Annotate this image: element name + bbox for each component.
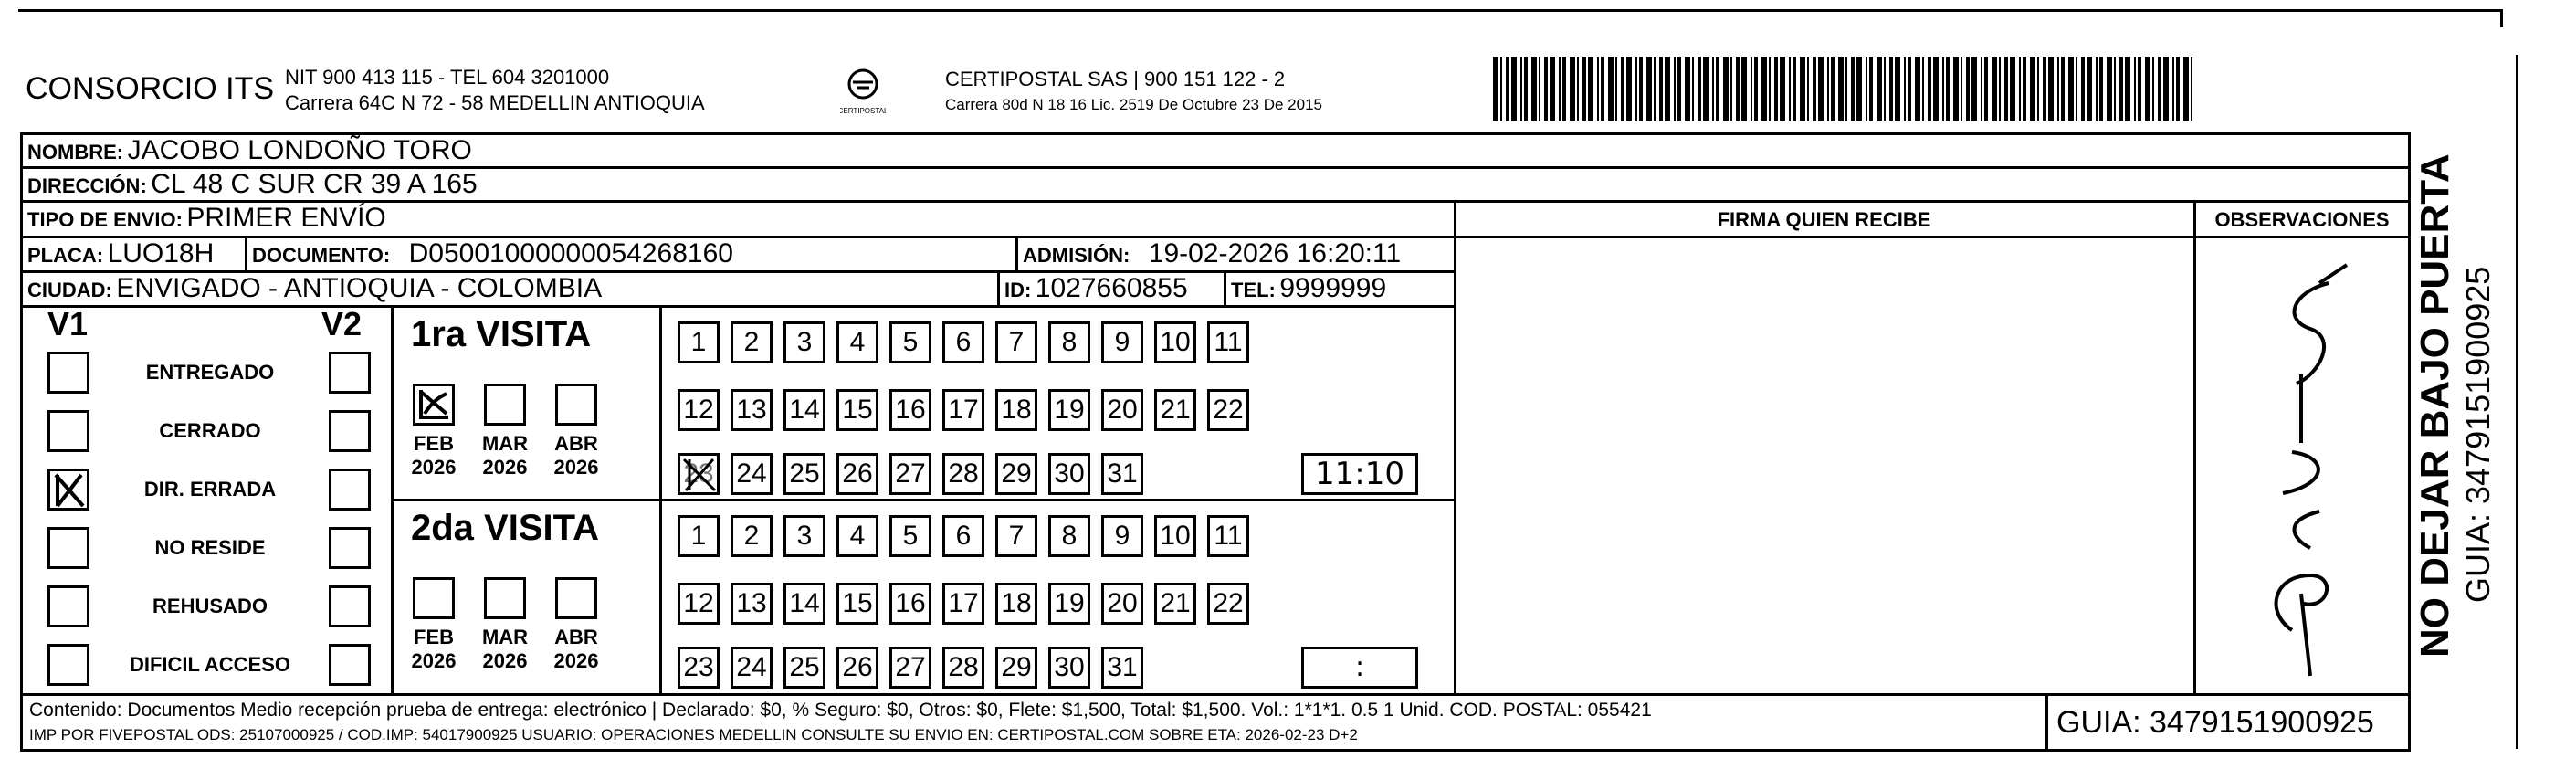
day-cell[interactable]: 15: [836, 583, 878, 625]
year-label: 2026: [411, 649, 457, 672]
day-cell[interactable]: 1: [678, 515, 720, 557]
cell-divider: [1224, 270, 1226, 305]
day-cell[interactable]: 5: [889, 515, 931, 557]
v2-checkbox[interactable]: [329, 410, 371, 452]
barcode-bar: [1895, 57, 1900, 121]
visits-row-divider: [391, 499, 1456, 501]
right-edge: [2516, 55, 2518, 749]
admision-field: [1023, 238, 1401, 274]
ciudad-label: CIUDAD:: [27, 279, 112, 301]
footer-guia: GUIA: 3479151900925: [2056, 705, 2374, 740]
day-cell[interactable]: 4: [836, 321, 878, 363]
month-label: MAR: [481, 432, 529, 455]
day-cell[interactable]: 25: [783, 647, 825, 689]
barcode-bar: [1570, 57, 1575, 121]
carrier-line2: Carrera 80d N 18 16 Lic. 2519 De Octubre 23 De 2015: [945, 96, 1322, 113]
day-cell[interactable]: 19: [1048, 389, 1090, 431]
barcode-bar: [1999, 57, 2001, 121]
barcode-bar: [1769, 57, 1771, 121]
barcode-bar: [2004, 57, 2008, 121]
id-value: 1027660855: [1035, 273, 1188, 303]
certipostal-logo-icon: [840, 66, 886, 121]
barcode-bar: [1674, 57, 1676, 121]
barcode-bar: [1981, 57, 1982, 121]
status-label: CERRADO: [159, 419, 261, 442]
barcode-bar: [1813, 57, 1816, 121]
documento-field: [252, 238, 733, 274]
barcode-bar: [1621, 57, 1624, 121]
barcode-bar: [1908, 57, 1911, 121]
day-cell[interactable]: 17: [942, 389, 984, 431]
barcode-bar: [1544, 57, 1548, 121]
v1-checkbox[interactable]: [47, 527, 89, 569]
day-cell[interactable]: 14: [783, 389, 825, 431]
barcode-bar: [1582, 57, 1586, 121]
nombre-value: JACOBO LONDOÑO TORO: [127, 135, 472, 165]
barcode-bar: [1511, 57, 1517, 121]
barcode-bar: [1761, 57, 1767, 121]
barcode-bar: [1793, 57, 1796, 121]
barcode-bar: [1577, 57, 1579, 121]
status-label: NO RESIDE: [154, 536, 266, 559]
barcode-bar: [1712, 57, 1714, 121]
barcode-bar: [1751, 57, 1752, 121]
barcode-bar: [1946, 57, 1950, 121]
day-cell[interactable]: 8: [1048, 515, 1090, 557]
barcode-bar: [1818, 57, 1824, 121]
day-cell[interactable]: 11: [1207, 321, 1249, 363]
barcode-bar: [2158, 57, 2161, 121]
day-cell[interactable]: 9: [1101, 321, 1143, 363]
tel-field: [1231, 273, 1386, 309]
v1-checkbox[interactable]: [47, 644, 89, 686]
v2-checkbox[interactable]: [329, 644, 371, 686]
day-cell[interactable]: 5: [889, 321, 931, 363]
month-label: ABR: [554, 432, 598, 455]
day-cell[interactable]: 9: [1101, 515, 1143, 557]
barcode-bar: [2145, 57, 2150, 121]
day-cell[interactable]: 30: [1048, 647, 1090, 689]
barcode-bar: [1730, 57, 1732, 121]
day-cell[interactable]: 26: [836, 647, 878, 689]
top-edge: [18, 9, 2502, 12]
barcode-bar: [1800, 57, 1805, 121]
month-label: MAR: [481, 626, 529, 648]
barcode-bar: [1639, 57, 1643, 121]
footer-bottom: [20, 749, 2411, 752]
barcode-bar: [2134, 57, 2136, 121]
barcode-bar: [1754, 57, 1758, 121]
barcode-bar: [1942, 57, 1944, 121]
barcode-bar: [2176, 57, 2180, 121]
barcode-bar: [2081, 57, 2085, 121]
v1-checkbox[interactable]: [47, 352, 89, 394]
day-cell[interactable]: 25: [783, 453, 825, 495]
barcode-bar: [1851, 57, 1855, 121]
day-cell[interactable]: 2: [731, 321, 773, 363]
cell-divider: [997, 270, 1000, 305]
barcode-bar: [1597, 57, 1599, 121]
barcode-bar: [1635, 57, 1637, 121]
day-cell[interactable]: 18: [995, 583, 1037, 625]
day-cell[interactable]: 22: [1207, 583, 1249, 625]
day-cell[interactable]: 19: [1048, 583, 1090, 625]
time-field[interactable]: 11:10: [1301, 453, 1418, 495]
day-cell[interactable]: 16: [889, 583, 931, 625]
day-cell[interactable]: 27: [889, 453, 931, 495]
day-cell[interactable]: 3: [783, 515, 825, 557]
month-checkbox[interactable]: [484, 577, 526, 619]
v2-checkbox[interactable]: [329, 585, 371, 627]
barcode-bar: [2163, 57, 2169, 121]
tel-value: 9999999: [1279, 273, 1387, 303]
day-cell[interactable]: 29: [995, 453, 1037, 495]
barcode-bar: [1953, 57, 1959, 121]
barcode-bar: [1685, 57, 1690, 121]
barcode-bar: [2030, 57, 2035, 121]
barcode-bar: [2183, 57, 2189, 121]
barcode-bar: [1539, 57, 1540, 121]
barcode-bar: [2114, 57, 2116, 121]
barcode-bar: [1904, 57, 1906, 121]
year-label: 2026: [553, 649, 599, 672]
day-cell[interactable]: 30: [1048, 453, 1090, 495]
barcode-bar: [1736, 57, 1740, 121]
day-cell[interactable]: 7: [995, 515, 1037, 557]
barcode-bar: [1827, 57, 1829, 121]
barcode-bar: [1506, 57, 1509, 121]
day-cell[interactable]: 2: [731, 515, 773, 557]
tel-label: TEL:: [1231, 279, 1276, 301]
barcode-bar: [1928, 57, 1931, 121]
documento-label: DOCUMENTO:: [252, 244, 391, 267]
day-cell[interactable]: 29: [995, 647, 1037, 689]
barcode-bar: [2125, 57, 2130, 121]
barcode-bar: [1520, 57, 1522, 121]
grid-left: [20, 132, 23, 694]
month-checkbox[interactable]: [484, 384, 526, 426]
barcode-bar: [1966, 57, 1970, 121]
day-cell[interactable]: 28: [942, 647, 984, 689]
barcode-bar: [1531, 57, 1537, 121]
day-cell[interactable]: 15: [836, 389, 878, 431]
company-name: CONSORCIO ITS: [26, 71, 275, 106]
footer-top: [20, 693, 2411, 696]
month-checkbox[interactable]: [413, 577, 455, 619]
barcode-bar: [1608, 57, 1614, 121]
day-cell[interactable]: 31: [1101, 453, 1143, 495]
barcode-bar: [2138, 57, 2141, 121]
status-label: DIFICIL ACCESO: [129, 653, 290, 676]
row-divider: [20, 305, 1456, 308]
barcode-bar: [1807, 57, 1809, 121]
barcode-bar: [1961, 57, 1962, 121]
barcode-bar: [2068, 57, 2074, 121]
day-cell[interactable]: 18: [995, 389, 1037, 431]
barcode-bar: [1831, 57, 1835, 121]
barcode-bar: [2010, 57, 2015, 121]
observ-left-border: [2193, 200, 2196, 693]
admision-label: ADMISIÓN:: [1023, 244, 1130, 267]
year-label: 2026: [482, 456, 528, 479]
barcode-bar: [1615, 57, 1617, 121]
visit1-title: 1ra VISITA: [411, 314, 592, 354]
barcode-bar: [1493, 57, 1498, 121]
ciudad-field: [27, 273, 602, 309]
barcode-bar: [1716, 57, 1719, 121]
barcode-bar: [2037, 57, 2039, 121]
visit2-title: 2da VISITA: [411, 508, 599, 548]
barcode-bar: [1856, 57, 1862, 121]
barcode-bar: [1500, 57, 1502, 121]
year-label: 2026: [411, 456, 457, 479]
barcode-bar: [2172, 57, 2174, 121]
day-cell[interactable]: 7: [995, 321, 1037, 363]
barcode-bar: [2152, 57, 2154, 121]
placa-value: LUO18H: [107, 238, 215, 269]
direccion-label: DIRECCIÓN:: [27, 174, 147, 197]
day-cell[interactable]: 16: [889, 389, 931, 431]
day-cell[interactable]: 26: [836, 453, 878, 495]
barcode-bar: [2061, 57, 2065, 121]
top-right-edge: [2500, 9, 2503, 27]
barcode-bar: [2048, 57, 2054, 121]
barcode-bar: [1845, 57, 1847, 121]
barcode-bar: [1665, 57, 1670, 121]
documento-value: D05001000000054268160: [408, 238, 733, 269]
day-cell[interactable]: 10: [1154, 515, 1196, 557]
status-label: ENTREGADO: [145, 361, 275, 384]
side-guia: GUIA: 3479151900925: [2459, 266, 2497, 603]
day-cell[interactable]: 13: [731, 583, 773, 625]
barcode-bar: [1922, 57, 1924, 121]
barcode-bar: [1626, 57, 1632, 121]
firma-header: FIRMA QUIEN RECIBE: [1717, 208, 1931, 231]
barcode-bar: [1562, 57, 1566, 121]
day-cell[interactable]: 6: [942, 321, 984, 363]
barcode-bar: [2087, 57, 2092, 121]
company-line2: Carrera 64C N 72 - 58 MEDELLIN ANTIOQUIA: [285, 91, 705, 114]
month-checkbox[interactable]: [413, 384, 455, 426]
day-cell[interactable]: 8: [1048, 321, 1090, 363]
barcode-bar: [1877, 57, 1882, 121]
status-label: DIR. ERRADA: [143, 478, 277, 500]
v2-checkbox[interactable]: [329, 469, 371, 511]
day-cell[interactable]: 17: [942, 583, 984, 625]
barcode-bar: [1780, 57, 1785, 121]
status-label: REHUSADO: [152, 595, 268, 617]
v1-checkbox[interactable]: [47, 585, 89, 627]
direccion-value: CL 48 C SUR CR 39 A 165: [151, 169, 478, 199]
tipo-value: PRIMER ENVÍO: [186, 203, 386, 233]
barcode-bar: [1698, 57, 1701, 121]
barcode-bar: [1915, 57, 1920, 121]
day-cell[interactable]: 27: [889, 647, 931, 689]
cell-divider: [1015, 236, 1018, 270]
day-cell[interactable]: 31: [1101, 647, 1143, 689]
month-label: ABR: [554, 626, 598, 648]
footer-left: [20, 693, 23, 750]
signature-mark: [2210, 247, 2383, 685]
day-cell[interactable]: 1: [678, 321, 720, 363]
footer-line1: Contenido: Documentos Medio recepción prueba de entrega: electrónico | Declarado: $0, % Seguro: $0, Otros: $0, Flete: $1,500, Total: $1,500. Vol.: 1*1*1. 0.5 1 Unid. COD. POSTAL: 055421: [29, 700, 1652, 721]
barcode-bar: [1659, 57, 1663, 121]
barcode-bar: [1550, 57, 1555, 121]
observaciones-header: OBSERVACIONES: [2214, 208, 2390, 231]
barcode-bar: [1889, 57, 1893, 121]
barcode-bar: [1741, 57, 1747, 121]
v2-header: V2: [321, 305, 363, 342]
footer-line2: IMP POR FIVEPOSTAL ODS: 25107000925 / COD.IMP: 54017900925 USUARIO: OPERACIONES MEDELLIN CONSULTE SU ENVIO EN: CERTIPOSTAL.COM SOBRE ETA: 2026-02-23 D+2: [29, 726, 1358, 743]
month-label: FEB: [414, 432, 454, 455]
placa-label: PLACA:: [27, 244, 104, 267]
grid-right: [2408, 132, 2411, 749]
tipo-row: [27, 203, 386, 238]
day-cell[interactable]: 24: [731, 453, 773, 495]
day-cell[interactable]: 20: [1101, 389, 1143, 431]
logo-caption: CERTIPOSTAL: [840, 107, 886, 115]
day-cell[interactable]: 3: [783, 321, 825, 363]
day-cell[interactable]: 24: [731, 647, 773, 689]
day-cell[interactable]: 13: [731, 389, 773, 431]
year-label: 2026: [553, 456, 599, 479]
barcode-bar: [1677, 57, 1681, 121]
barcode-bar: [2099, 57, 2103, 121]
barcode-bar: [1723, 57, 1729, 121]
barcode-bar: [1774, 57, 1778, 121]
admision-value: 19-02-2026 16:20:11: [1148, 238, 1402, 269]
barcode-bar: [1933, 57, 1939, 121]
barcode-bar: [1588, 57, 1593, 121]
firma-left-border: [1454, 200, 1456, 693]
day-cell[interactable]: 4: [836, 515, 878, 557]
v2-checkbox[interactable]: [329, 527, 371, 569]
barcode: [1493, 57, 2196, 121]
barcode-bar: [2057, 57, 2059, 121]
barcode-bar: [1692, 57, 1694, 121]
cell-divider: [245, 236, 247, 270]
month-label: FEB: [414, 626, 454, 648]
barcode-bar: [2076, 57, 2077, 121]
carrier-line1: CERTIPOSTAL SAS | 900 151 122 - 2: [945, 68, 1286, 90]
barcode-bar: [1646, 57, 1652, 121]
barcode-bar: [2023, 57, 2026, 121]
barcode-bar: [1984, 57, 1988, 121]
day-cell[interactable]: 6: [942, 515, 984, 557]
barcode-bar: [2096, 57, 2098, 121]
barcode-bar: [1992, 57, 1997, 121]
v2-checkbox[interactable]: [329, 352, 371, 394]
barcode-bar: [1559, 57, 1561, 121]
barcode-bar: [1869, 57, 1873, 121]
barcode-bar: [1866, 57, 1867, 121]
barcode-bar: [1601, 57, 1604, 121]
barcode-bar: [1654, 57, 1656, 121]
year-label: 2026: [482, 649, 528, 672]
day-cell[interactable]: 20: [1101, 583, 1143, 625]
day-cell[interactable]: 23: [678, 647, 720, 689]
tipo-label: TIPO DE ENVIO:: [27, 208, 183, 231]
day-cell[interactable]: 21: [1154, 389, 1196, 431]
ciudad-value: ENVIGADO - ANTIOQUIA - COLOMBIA: [116, 273, 603, 303]
placa-field: [27, 238, 214, 274]
day-cell[interactable]: 12: [678, 389, 720, 431]
barcode-bar: [2019, 57, 2021, 121]
day-cell[interactable]: 23: [678, 453, 720, 495]
day-cell[interactable]: 14: [783, 583, 825, 625]
day-cell[interactable]: 12: [678, 583, 720, 625]
barcode-bar: [1789, 57, 1791, 121]
barcode-bar: [1884, 57, 1886, 121]
time-field[interactable]: :: [1301, 647, 1418, 689]
id-field: [1004, 273, 1188, 309]
footer-guia-divider: [2045, 693, 2048, 750]
id-label: ID:: [1004, 279, 1032, 301]
side-warning: NO DEJAR BAJO PUERTA: [2413, 153, 2457, 658]
barcode-bar: [1971, 57, 1977, 121]
barcode-bar: [2107, 57, 2112, 121]
v1-checkbox[interactable]: [47, 410, 89, 452]
day-cell[interactable]: 22: [1207, 389, 1249, 431]
day-cell[interactable]: 21: [1154, 583, 1196, 625]
company-line1: NIT 900 413 115 - TEL 604 3201000: [285, 66, 610, 89]
day-cell[interactable]: 11: [1207, 515, 1249, 557]
day-cell[interactable]: 28: [942, 453, 984, 495]
barcode-bar: [2191, 57, 2192, 121]
day-cell[interactable]: 10: [1154, 321, 1196, 363]
barcode-bar: [2119, 57, 2123, 121]
barcode-bar: [2043, 57, 2046, 121]
barcode-bar: [1838, 57, 1844, 121]
month-checkbox[interactable]: [555, 384, 597, 426]
barcode-bar: [1524, 57, 1528, 121]
v1-checkbox[interactable]: [47, 469, 89, 511]
barcode-bar: [1703, 57, 1709, 121]
nombre-label: NOMBRE:: [27, 141, 124, 163]
month-checkbox[interactable]: [555, 577, 597, 619]
v1-header: V1: [47, 305, 89, 342]
